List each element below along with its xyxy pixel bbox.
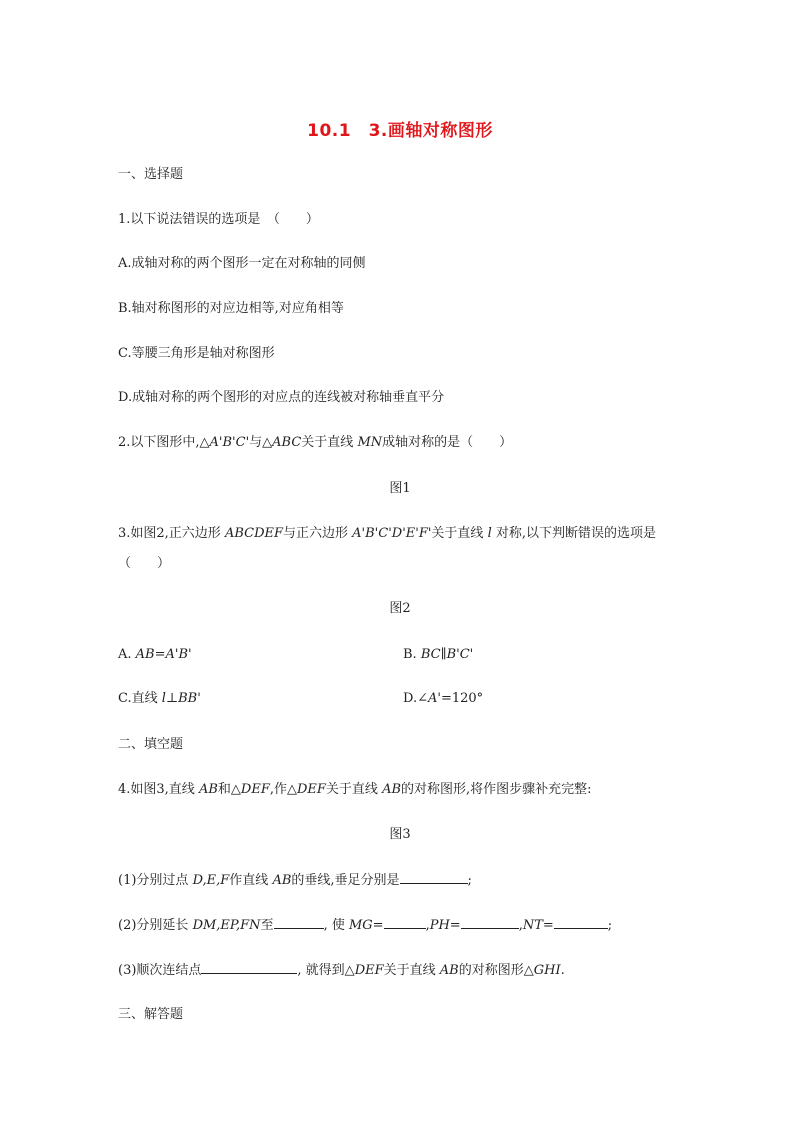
answer-blank[interactable] [201,961,297,974]
question-3-stem: 3.如图2,正六边形 ABCDEF与正六边形 A'B'C'D'E'F'关于直线 l 对称,以下判断错误的选项是 [118,526,656,541]
question-2-stem: 2.以下图形中,△A'B'C'与△ABC关于直线 MN成轴对称的是（ ） [118,435,513,450]
question-4-step-3: (3)顺次连结点 , 就得到△DEF关于直线 AB的对称图形△GHI. [118,963,565,978]
figure-1-caption: 图1 [389,481,411,496]
section-heading-fill: 二、填空题 [118,737,184,752]
question-4-step-1: (1)分别过点 D,E,F作直线 AB的垂线,垂足分别是 ; [118,873,472,888]
answer-blank[interactable] [274,916,324,929]
question-4-step-2: (2)分别延长 DM,EP,FN至 , 使 MG= ,PH= ,NT= ; [118,918,613,933]
question-3-option-c: C.直线 l⊥BB' [118,691,201,706]
question-1-option-a: A.成轴对称的两个图形一定在对称轴的同侧 [118,256,366,271]
question-1-option-d: D.成轴对称的两个图形的对应点的连线被对称轴垂直平分 [118,390,445,405]
question-3-option-b: B. BC∥B'C' [403,647,474,662]
page-title: 10.1 3.画轴对称图形 [307,121,493,141]
answer-blank[interactable] [461,916,519,929]
question-1-stem: 1.以下说法错误的选项是 （ ） [118,212,319,227]
question-3-option-d: D.∠A'=120° [403,691,484,706]
section-heading-choice: 一、选择题 [118,167,184,182]
answer-blank[interactable] [554,916,608,929]
figure-3-caption: 图3 [389,827,411,842]
question-1-option-c: C.等腰三角形是轴对称图形 [118,346,275,361]
question-3-option-a: A. AB=A'B' [118,647,192,662]
question-4-stem: 4.如图3,直线 AB和△DEF,作△DEF关于直线 AB的对称图形,将作图步骤补充完整: [118,782,592,797]
question-3-stem-continued: （ ） [118,556,171,571]
answer-blank[interactable] [400,871,468,884]
figure-2-caption: 图2 [389,601,411,616]
section-heading-solve: 三、解答题 [118,1007,184,1022]
answer-blank[interactable] [384,916,426,929]
question-1-option-b: B.轴对称图形的对应边相等,对应角相等 [118,301,344,316]
